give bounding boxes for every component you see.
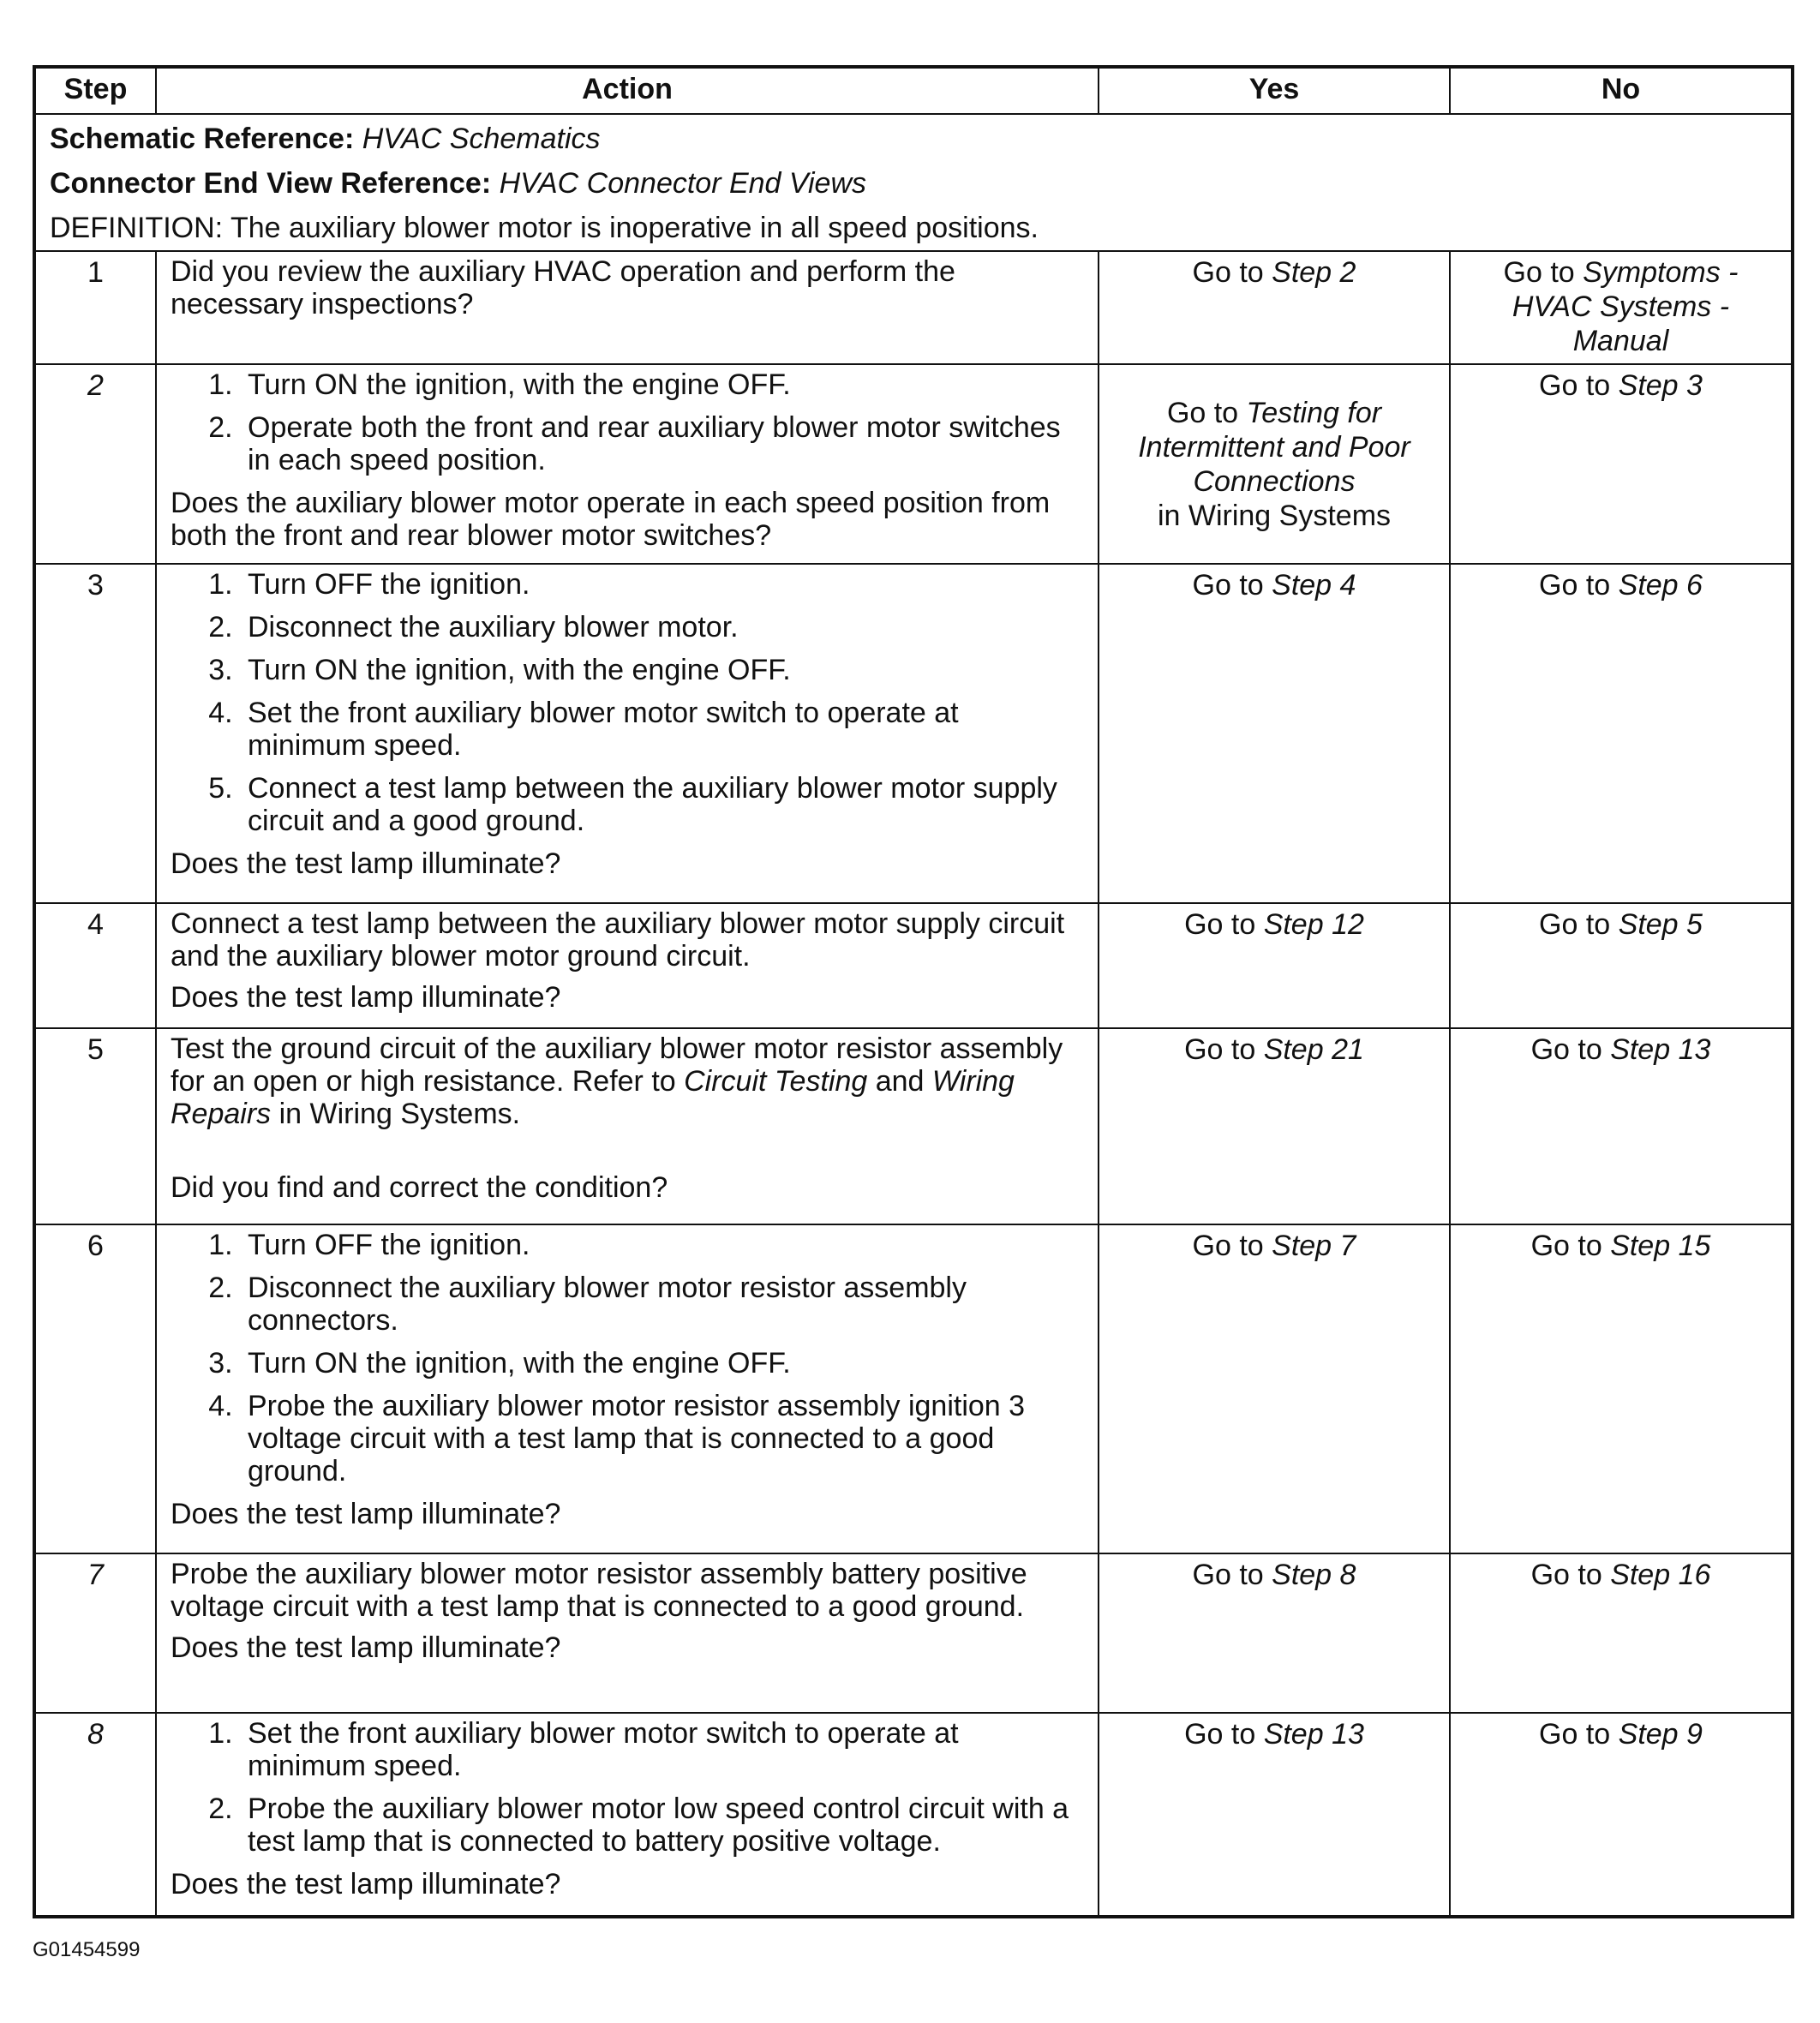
list-item: 1. Turn ON the ignition, with the engine OFF.	[241, 368, 1084, 401]
header-step: Step	[34, 67, 156, 114]
no-prefix: Go to	[1503, 256, 1584, 289]
no-link[interactable]: Step 9	[1618, 1718, 1703, 1751]
yes-cell	[1099, 1713, 1450, 1917]
connector-reference	[50, 166, 1777, 201]
table-row	[34, 1224, 1793, 1553]
step-number-text: 4	[87, 908, 104, 941]
action-text: Connect a test lamp between the auxiliary blower motor supply circuit and the auxiliary blower motor ground circuit.	[171, 907, 1065, 973]
yes-cell	[1099, 564, 1450, 903]
step-number	[34, 1028, 156, 1224]
diagnostic-table	[33, 65, 1794, 1918]
action-list	[171, 568, 1084, 837]
yes-link[interactable]: Testing for Intermittent and Poor Connections	[1138, 396, 1410, 498]
action-text: Probe the auxiliary blower motor resistor assembly battery positive voltage circuit with a test lamp that is connected to a good ground.	[171, 1558, 1027, 1623]
step-number	[34, 564, 156, 903]
yes-prefix: Go to	[1184, 908, 1264, 941]
action-question: Did you find and correct the condition?	[171, 1171, 668, 1204]
action-text-part: and	[867, 1065, 932, 1098]
action-cell	[156, 564, 1099, 903]
schematic-reference-label: Schematic Reference:	[50, 123, 355, 155]
no-cell	[1450, 1028, 1793, 1224]
yes-cell	[1099, 1028, 1450, 1224]
action-question: Does the test lamp illuminate?	[171, 981, 561, 1014]
table-header-row	[34, 67, 1793, 114]
action-list	[171, 368, 1084, 476]
action-question: Did you review the auxiliary HVAC operation and perform the necessary inspections?	[171, 255, 955, 320]
yes-link[interactable]: Step 21	[1263, 1033, 1364, 1066]
action-question: Does the test lamp illuminate?	[171, 1631, 561, 1664]
step-number	[34, 364, 156, 564]
table-row	[34, 1713, 1793, 1917]
action-question: Does the test lamp illuminate?	[171, 1868, 561, 1900]
schematic-reference	[50, 122, 1777, 156]
action-list	[171, 1229, 1084, 1487]
no-prefix: Go to	[1530, 1033, 1611, 1066]
yes-prefix: Go to	[1192, 256, 1272, 289]
step-number	[34, 251, 156, 364]
list-item: 2. Operate both the front and rear auxiliary blower motor switches in each speed position.	[241, 411, 1084, 476]
step-number	[34, 903, 156, 1028]
list-item: 4. Set the front auxiliary blower motor switch to operate at minimum speed.	[241, 697, 1084, 762]
table-row	[34, 251, 1793, 364]
step-number-text: 3	[87, 569, 104, 602]
table-row	[34, 903, 1793, 1028]
step-number	[34, 1224, 156, 1553]
yes-prefix: Go to	[1184, 1033, 1264, 1066]
list-item: 3. Turn ON the ignition, with the engine OFF.	[241, 1347, 1084, 1380]
yes-link[interactable]: Step 12	[1263, 908, 1364, 941]
no-prefix: Go to	[1539, 1718, 1619, 1751]
list-item: 4. Probe the auxiliary blower motor resistor assembly ignition 3 voltage circuit with a test lamp that is connected to a good ground.	[241, 1390, 1084, 1487]
no-link[interactable]: Symptoms - HVAC Systems - Manual	[1512, 256, 1739, 357]
action-cell	[156, 1553, 1099, 1713]
yes-cell	[1099, 251, 1450, 364]
step-number	[34, 1713, 156, 1917]
step-number-text: 8	[87, 1718, 104, 1751]
yes-prefix: Go to	[1192, 1230, 1272, 1262]
yes-link[interactable]: Step 2	[1272, 256, 1356, 289]
no-prefix: Go to	[1539, 369, 1619, 402]
action-list	[171, 1717, 1084, 1858]
yes-cell	[1099, 364, 1450, 564]
table-row	[34, 1028, 1793, 1224]
no-link[interactable]: Step 5	[1618, 908, 1703, 941]
no-link[interactable]: Step 3	[1618, 369, 1703, 402]
list-item: 2. Disconnect the auxiliary blower motor.	[241, 611, 1084, 643]
wiring-repairs-link[interactable]: Wiring Repairs	[171, 1065, 1015, 1130]
header-action: Action	[156, 67, 1099, 114]
action-cell	[156, 364, 1099, 564]
yes-cell	[1099, 1224, 1450, 1553]
yes-cell	[1099, 903, 1450, 1028]
diagnostic-page	[33, 65, 1791, 1918]
list-item: 2. Disconnect the auxiliary blower motor resistor assembly connectors.	[241, 1272, 1084, 1337]
action-cell	[156, 1224, 1099, 1553]
yes-link[interactable]: Step 7	[1272, 1230, 1356, 1262]
header-yes: Yes	[1099, 67, 1450, 114]
references-cell	[34, 114, 1793, 251]
no-link[interactable]: Step 13	[1610, 1033, 1711, 1066]
step-number	[34, 1553, 156, 1713]
yes-prefix: Go to	[1192, 569, 1272, 602]
header-no: No	[1450, 67, 1793, 114]
no-link[interactable]: Step 15	[1610, 1230, 1711, 1262]
action-cell	[156, 1028, 1099, 1224]
no-cell	[1450, 251, 1793, 364]
no-link[interactable]: Step 16	[1610, 1559, 1711, 1591]
circuit-testing-link[interactable]: Circuit Testing	[684, 1065, 868, 1098]
yes-suffix: in Wiring Systems	[1157, 499, 1392, 532]
no-cell	[1450, 1224, 1793, 1553]
connector-reference-link[interactable]: HVAC Connector End Views	[499, 167, 866, 200]
connector-reference-label: Connector End View Reference:	[50, 167, 492, 200]
action-question: Does the test lamp illuminate?	[171, 1498, 561, 1530]
step-number-text: 6	[87, 1230, 104, 1262]
no-prefix: Go to	[1530, 1559, 1611, 1591]
step-number-text: 5	[87, 1033, 104, 1066]
action-cell	[156, 903, 1099, 1028]
action-cell	[156, 1713, 1099, 1917]
no-prefix: Go to	[1539, 569, 1619, 602]
no-cell	[1450, 1713, 1793, 1917]
action-text-part: in Wiring Systems.	[271, 1098, 521, 1130]
no-prefix: Go to	[1530, 1230, 1611, 1262]
figure-id: G01454599	[33, 1938, 141, 1961]
list-item: 5. Connect a test lamp between the auxiliary blower motor supply circuit and a good ground.	[241, 772, 1084, 837]
action-cell	[156, 251, 1099, 364]
no-cell	[1450, 1553, 1793, 1713]
list-item: 1. Turn OFF the ignition.	[241, 1229, 1084, 1261]
action-question: Does the auxiliary blower motor operate in each speed position from both the front and rear blower motor switches?	[171, 487, 1051, 552]
step-number-text: 7	[87, 1559, 104, 1591]
yes-cell	[1099, 1553, 1450, 1713]
list-item: 3. Turn ON the ignition, with the engine OFF.	[241, 654, 1084, 686]
references-row	[34, 114, 1793, 251]
yes-prefix: Go to	[1192, 1559, 1272, 1591]
yes-prefix: Go to	[1184, 1718, 1264, 1751]
action-text-part: Test the ground circuit of the auxiliary blower motor resistor assembly for an open or high resistance. Refer to	[171, 1032, 1063, 1098]
no-link[interactable]: Step 6	[1618, 569, 1703, 602]
step-number-text: 2	[87, 369, 104, 402]
no-prefix: Go to	[1539, 908, 1619, 941]
list-item: 1. Turn OFF the ignition.	[241, 568, 1084, 601]
no-cell	[1450, 903, 1793, 1028]
definition-text: DEFINITION: The auxiliary blower motor is inoperative in all speed positions.	[50, 212, 1039, 244]
step-number-text: 1	[87, 256, 104, 289]
yes-link[interactable]: Step 8	[1272, 1559, 1356, 1591]
no-cell	[1450, 564, 1793, 903]
table-row	[34, 364, 1793, 564]
no-cell	[1450, 364, 1793, 564]
list-item: 1. Set the front auxiliary blower motor switch to operate at minimum speed.	[241, 1717, 1084, 1782]
yes-link[interactable]: Step 13	[1263, 1718, 1364, 1751]
yes-link[interactable]: Step 4	[1272, 569, 1356, 602]
schematic-reference-link[interactable]: HVAC Schematics	[362, 123, 601, 155]
table-row	[34, 564, 1793, 903]
list-item: 2. Probe the auxiliary blower motor low speed control circuit with a test lamp that is connected to battery positive voltage.	[241, 1793, 1084, 1858]
action-question: Does the test lamp illuminate?	[171, 847, 561, 880]
action-text	[171, 1032, 1084, 1130]
table-row	[34, 1553, 1793, 1713]
yes-prefix: Go to	[1166, 396, 1247, 429]
